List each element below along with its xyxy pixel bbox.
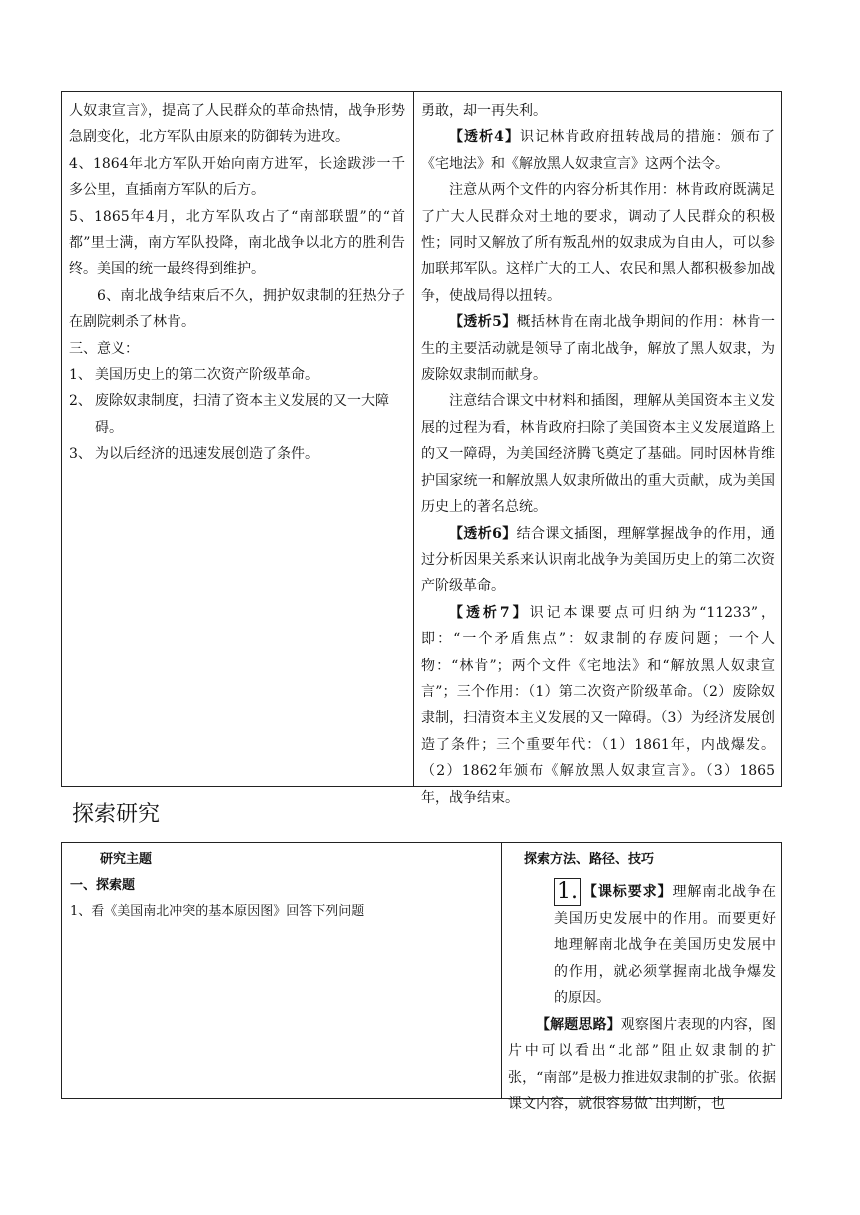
paragraph: 6、南北战争结束后不久，拥护奴隶制的狂热分子在剧院刺杀了林肯。 [69,287,405,331]
requirement-paragraph [508,878,776,1012]
analysis-label: 【透析5】 [449,314,517,331]
analysis-5 [421,309,775,388]
research-topic-column [70,847,490,925]
paragraph: 4、1864年北方军队开始向南方进军，长途跋涉一千多公里，直插南方军队的后方。 [69,155,405,199]
paragraph: 5、1865年4月，北方军队攻占了“南部联盟”的“首都”里士满，南方军队投降，南北战争以北方的胜利告终。美国的统一最终得到维护。 [69,208,405,278]
subheading: 一、探索题 [70,878,136,893]
idea-paragraph [508,1012,776,1118]
section-heading: 探索研究 [72,802,161,827]
significance-heading: 三、意义： [69,340,139,357]
list-text: 美国历史上的第二次资产阶级革命。 [95,367,319,384]
idea-text: 观察图片表现的内容，图片中可以看出“北部”阻止奴隶制的扩张，“南部”是极力推进奴隶制的扩张。依据课文内容，就很容易做`出判断，也 [508,1016,776,1112]
analysis-label: 【透析6】 [449,525,517,542]
list-item [69,388,405,441]
right-column [421,98,775,811]
analysis-text: 概括林肯在南北战争期间的作用：林肯一生的主要活动就是领导了南北战争，解放了黑人奴隶，为废除奴隶制而献身。 [421,314,775,384]
column-divider [501,843,502,1098]
analysis-text: 识记本课要点可归纳为“11233”，即：“一个矛盾焦点”：奴隶制的存废问题；一个人物：“林肯”；两个文件《宅地法》和“解放黑人奴隶宣言”；三个作用：（1）第二次资产阶级革命。（2）废除奴隶制，扫清资本主义发展的又一障碍。（3）为经济发展创造了条件；三个重要年代：（1）1861年，内战爆发。（2）1862年颁布《解放黑人奴隶宣言》。（3）1865年，战争结束。 [421,604,775,806]
idea-label: 【解题思路】 [536,1016,621,1033]
question: 1、看《美国南北冲突的基本原因图》回答下列问题 [70,904,365,919]
method-column [508,847,776,1118]
analysis-text: 结合课文插图，理解掌握战争的作用，通过分析因果关系来认识南北战争为美国历史上的第二次资产阶级革命。 [421,525,775,595]
analysis-text: 识记林肯政府扭转战局的措施：颁布了《宅地法》和《解放黑人奴隶宣言》这两个法令。 [421,129,775,172]
research-table [61,842,782,1112]
notes-table [61,91,782,806]
list-text: 为以后经济的迅速发展创造了条件。 [95,446,319,463]
paragraph: 注意结合课文中材料和插图，理解从美国资本主义发展的过程为看，林肯政府扫除了美国资本主义发展道路上的又一障碍，为美国经济腾飞奠定了基础。同时因林肯维护国家统一和解放黑人奴隶所做出的重大贡献，成为美国历史上的著名总统。 [421,393,775,516]
boxed-number: 1. [554,878,581,906]
column-divider [413,92,414,786]
requirement-text: 理解南北战争在美国历史发展中的作用。而要更好地理解南北战争在美国历史发展中的作用，就必须掌握南北战争爆发的原因。 [554,883,777,1006]
analysis-6 [421,521,775,600]
list-number: 1、 [69,367,92,384]
paragraph: 人奴隶宣言》，提高了人民群众的革命热情，战争形势急剧变化，北方军队由原来的防御转为进攻。 [69,103,405,146]
analysis-4 [421,124,775,177]
analysis-label: 【透析7】 [449,604,530,621]
list-number: 3、 [69,446,92,463]
column-header: 研究主题 [100,852,153,867]
left-column [69,98,405,468]
requirement-label: 【课标要求】 [582,883,673,900]
list-number: 2、 [69,393,92,410]
list-item [69,362,405,388]
paragraph: 注意从两个文件的内容分析其作用：林肯政府既满足了广大人民群众对土地的要求，调动了人民群众的积极性；同时又解放了所有叛乱州的奴隶成为自由人，可以参加联邦军队。这样广大的工人、农民和黑人都积极参加战争，使战局得以扭转。 [421,182,775,304]
list-item [69,441,405,467]
analysis-label: 【透析4】 [449,129,521,146]
analysis-7 [421,600,775,811]
column-header: 探索方法、路径、技巧 [524,852,655,867]
paragraph: 勇敢，却一再失利。 [421,103,547,119]
list-text: 废除奴隶制度，扫清了资本主义发展的又一大障碍。 [95,393,389,436]
